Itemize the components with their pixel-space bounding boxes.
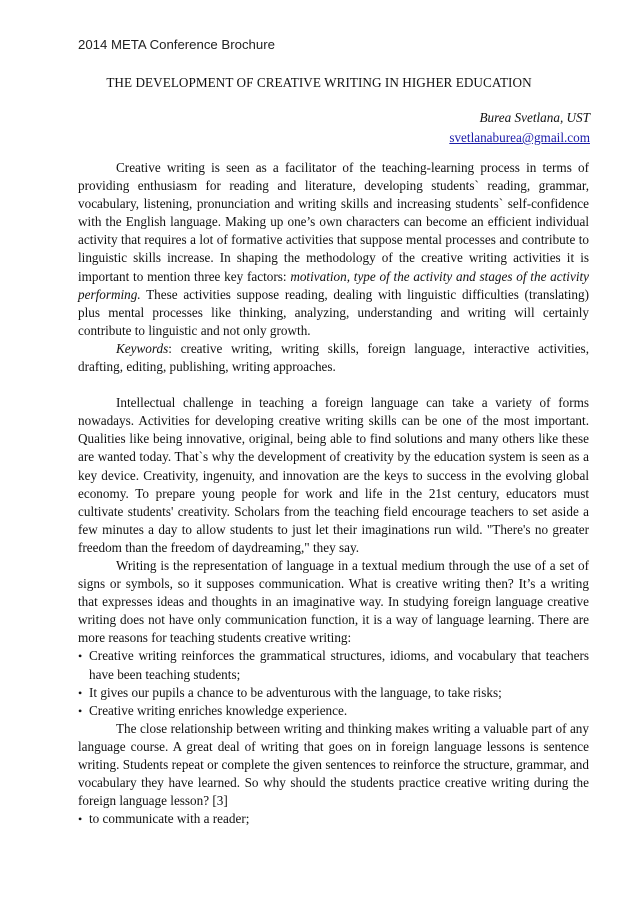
- abstract-text-a: Creative writing is seen as a facilitator of the teaching-learning process in terms of providing enthusiasm for reading and literature, developing students` reading, grammar, vocabulary, listening, pronunciation and writing skills and increasing students` self-confidence with the English language. Making up one’s own characters can become an efficient individual activity that requires a lot of formative activities that suppose mental processes and contribute to linguistic skills increase. In shaping the methodology of the creative writing activities it is important to mention three key factors:: [78, 160, 589, 284]
- keywords-label: Keywords: [116, 340, 169, 356]
- article-author: Burea Svetlana, UST: [479, 110, 590, 125]
- bullet-icon: •: [78, 685, 83, 700]
- abstract-text-b: These activities suppose reading, dealing with linguistic difficulties (translating) plus mental processes like thinking, analyzing, understanding and writing will certainly contribute to linguistic and not only growth.: [78, 286, 589, 338]
- list-item: [78, 702, 589, 720]
- paragraph-intellectual-challenge: Intellectual challenge in teaching a foreign language can take a variety of forms nowadays. Activities for developing creative writing skills can be one of the most important. Qualities like being innovative, original, being able to find solutions and many others like these are wanted today. That`s why the development of creativity by the education system is seen as a key device. Creativity, ingenuity, and innovation are the keys to success in the evolving global economy. To prepare young people for work and life in the 21st century, educators must cultivate students' creativity. Scholars from the teaching field encourage teachers to set aside a few minutes a day to allow students to just let their imaginations run wild. "There's no greater freedom than the freedom of daydreaming," they say.: [78, 395, 589, 555]
- abstract-key-factors: motivation, type of the activity and stages of the activity performing.: [78, 268, 589, 302]
- article-body: [78, 159, 589, 828]
- keywords-list: : creative writing, writing skills, foreign language, interactive activities, drafting, editing, publishing, writing approaches.: [78, 340, 589, 375]
- list-item-text: It gives our pupils a chance to be adventurous with the language, to take risks;: [89, 684, 502, 700]
- keywords-paragraph: [78, 340, 589, 376]
- bullet-icon: •: [78, 649, 83, 664]
- bullet-icon: •: [78, 812, 83, 827]
- bullet-icon: •: [78, 703, 83, 718]
- list-item: [78, 810, 589, 828]
- list-item: [78, 647, 589, 683]
- list-item-text: to communicate with a reader;: [89, 811, 250, 827]
- purposes-bullet-list: [78, 810, 589, 828]
- paragraph-writing-definition: Writing is the representation of language in a textual medium through the use of a set of signs or symbols, so it supposes communication. What is creative writing then? It’s a writing that expresses ideas and thoughts in an imaginative way. In studying foreign language creative writing does not have only communication function, it is a way of language learning. There are more reasons for teaching students creative writing:: [78, 557, 589, 646]
- list-item-text: Creative writing enriches knowledge experience.: [89, 702, 348, 718]
- list-item-text: Creative writing reinforces the grammatical structures, idioms, and vocabulary that teachers have been teaching students;: [89, 648, 589, 682]
- list-item: [78, 684, 589, 702]
- reasons-bullet-list: [78, 647, 589, 719]
- author-email-link[interactable]: svetlanaburea@gmail.com: [449, 130, 590, 145]
- article-title: THE DEVELOPMENT OF CREATIVE WRITING IN HIGHER EDUCATION: [106, 75, 532, 90]
- paragraph-writing-thinking: The close relationship between writing and thinking makes writing a valuable part of any language course. A great deal of writing that goes on in foreign language lessons is sentence writing. Students repeat or complete the given sentences to reinforce the structure, grammar, and vocabulary they have learned. So why should the students practice creative writing during the foreign language lesson? [3]: [78, 720, 589, 809]
- abstract-paragraph: [78, 159, 589, 340]
- page-header: 2014 META Conference Brochure: [78, 37, 275, 52]
